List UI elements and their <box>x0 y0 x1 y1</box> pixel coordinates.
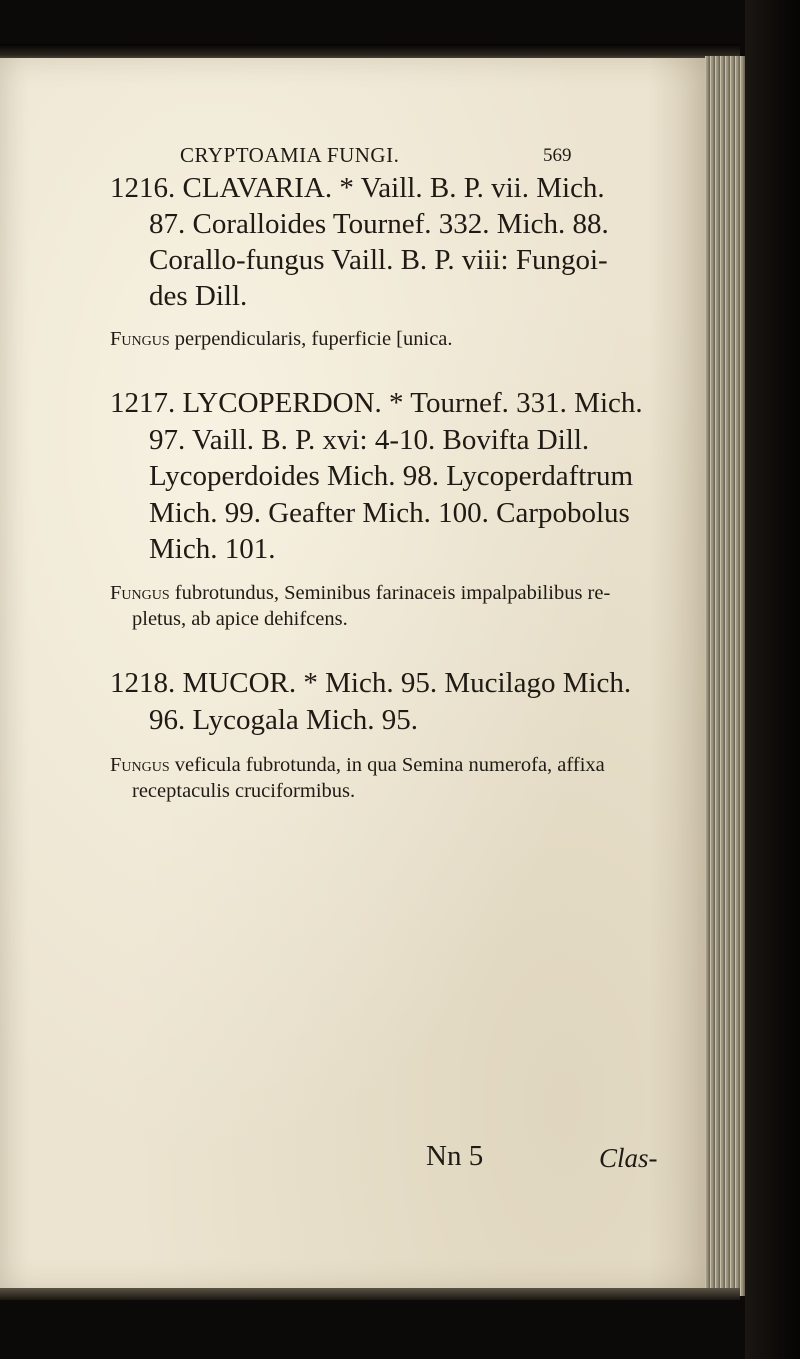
entry-1217-line-5: Mich. 101. <box>149 533 276 565</box>
entry-1217-line-2: 97. Vaill. B. P. xvi: 4-10. Bovifta Dill. <box>149 424 590 456</box>
entry-1218-line-1 <box>110 666 631 700</box>
entry-1217-description-2: pletus, ab apice dehifcens. <box>132 608 348 630</box>
entry-1216-description-1 <box>110 326 453 352</box>
entry-number: 1216. <box>110 172 176 204</box>
entry-1217-line-4: Mich. 99. Geafter Mich. 100. Carpobolus <box>149 497 630 529</box>
entry-1216-line-1 <box>110 171 605 205</box>
entry-1216-line-4: des Dill. <box>149 280 248 312</box>
description-text: fubrotundus, Seminibus farinaceis impalpabilibus re- <box>169 582 611 604</box>
entry-number: 1217. <box>110 387 176 419</box>
description-keyword: Fungus <box>110 328 170 350</box>
description-text: perpendicularis, fuperficie [unica. <box>169 328 453 350</box>
entry-1217-line-1 <box>110 386 643 420</box>
running-head: CRYPTOAMIA FUNGI. <box>180 143 400 167</box>
entry-text: LYCOPERDON. * Tournef. 331. Mich. <box>182 387 643 419</box>
entry-1216-line-3: Corallo-fungus Vaill. B. P. viii: Fungoi- <box>149 244 608 276</box>
entry-1218-description-2: receptaculis cruciformibus. <box>132 780 356 802</box>
page-number: 569 <box>543 145 572 166</box>
catchword: Clas- <box>599 1143 658 1173</box>
book-spine <box>745 0 800 1359</box>
page-edges <box>705 56 745 1296</box>
description-keyword: Fungus <box>110 754 170 776</box>
description-text: veficula fubrotunda, in qua Semina numerofa, affixa <box>169 754 605 776</box>
description-keyword: Fungus <box>110 582 170 604</box>
signature-mark: Nn 5 <box>426 1140 484 1172</box>
entry-1217-description-1 <box>110 580 610 606</box>
entry-number: 1218. <box>110 667 176 699</box>
page-bottom-shadow <box>0 1288 740 1300</box>
entry-1217-line-3: Lycoperdoides Mich. 98. Lycoperdaftrum <box>149 460 634 492</box>
entry-text: CLAVARIA. * Vaill. B. P. vii. Mich. <box>182 172 605 204</box>
entry-1218-description-1 <box>110 752 605 778</box>
entry-1218-line-2: 96. Lycogala Mich. 95. <box>149 704 419 736</box>
entry-1216-line-2: 87. Coralloides Tournef. 332. Mich. 88. <box>149 208 609 240</box>
entry-text: MUCOR. * Mich. 95. Mucilago Mich. <box>182 667 632 699</box>
